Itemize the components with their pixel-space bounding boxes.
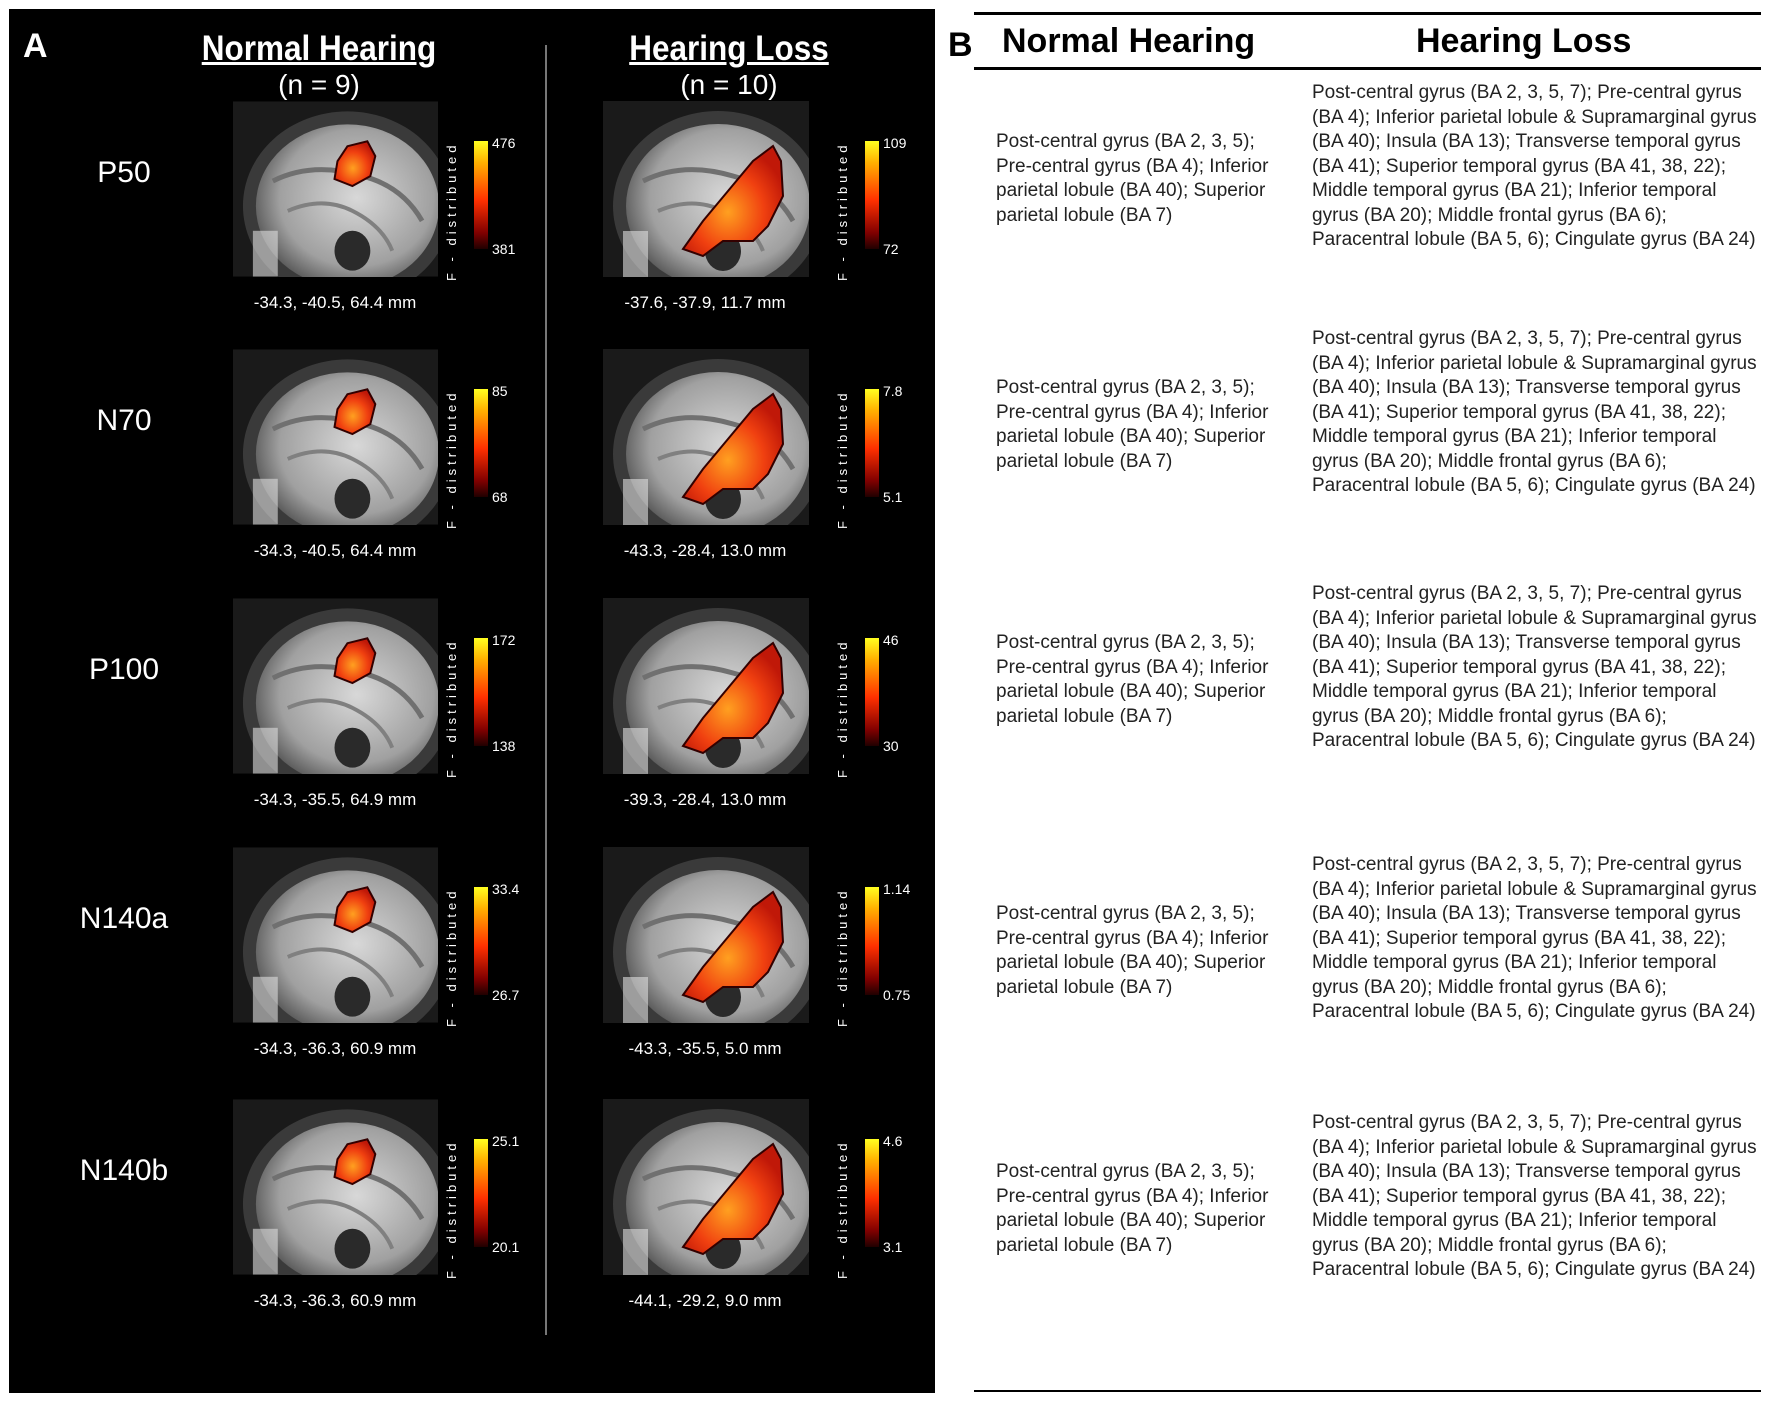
hl-brain-sagittal-image: [603, 847, 809, 1028]
nh-peak-coordinate: -34.3, -36.3, 60.9 mm: [253, 1291, 417, 1310]
colorbar-axis-label: F - distributed: [835, 887, 850, 1027]
panel-label-a: A: [23, 27, 48, 65]
table-top-rule: [974, 12, 1761, 15]
normal-hearing-title: Normal Hearing: [201, 29, 437, 68]
hl-colorbar: [865, 1139, 879, 1247]
table-cell-hearing-loss: Post-central gyrus (BA 2, 3, 5, 7); Pre-central gyrus (BA 4); Inferior parietal lobule & Supramarginal gyrus (BA 40); Insula (BA 13); Transverse temporal gyrus (BA 41); Superior temporal gyrus (BA 41, 38, 22); Middle temporal gyrus (BA 21); Inferior temporal gyrus (BA 20); Middle frontal gyrus (BA 6); Paracentral lobule (BA 5, 6); Cingulate gyrus (BA 24): [1312, 854, 1757, 1022]
hl-colorbar-min: 5.1: [883, 489, 903, 505]
brain-row-n140a: [9, 847, 935, 1095]
colorbar-axis-label: F - distributed: [444, 141, 459, 281]
nh-colorbar: [474, 141, 488, 249]
nh-colorbar: [474, 887, 488, 995]
hl-colorbar-max: 4.6: [883, 1133, 903, 1149]
table-cell-hearing-loss: Post-central gyrus (BA 2, 3, 5, 7); Pre-central gyrus (BA 4); Inferior parietal lobule & Supramarginal gyrus (BA 40); Insula (BA 13); Transverse temporal gyrus (BA 41); Superior temporal gyrus (BA 41, 38, 22); Middle temporal gyrus (BA 21); Inferior temporal gyrus (BA 20); Middle frontal gyrus (BA 6); Paracentral lobule (BA 5, 6); Cingulate gyrus (BA 24): [1312, 82, 1757, 250]
table-cell-normal-hearing: Post-central gyrus (BA 2, 3, 5); Pre-central gyrus (BA 4); Inferior parietal lobule (BA 40); Superior parietal lobule (BA 7): [996, 903, 1269, 998]
panel-a-brain-maps: [9, 9, 935, 1393]
component-label: N70: [96, 404, 152, 437]
colorbar-axis-label: F - distributed: [835, 638, 850, 778]
hl-colorbar-min: 3.1: [883, 1239, 903, 1255]
panel-label-b: B: [948, 26, 973, 64]
component-label: N140b: [79, 1154, 169, 1187]
colorbar-axis-label: F - distributed: [835, 141, 850, 281]
nh-colorbar-max: 172: [492, 632, 516, 648]
hl-colorbar: [865, 141, 879, 249]
brain-row-p50: [9, 101, 935, 349]
nh-brain-sagittal-image: [233, 1099, 438, 1280]
nh-colorbar-max: 33.4: [492, 881, 520, 897]
normal-hearing-count: (n = 9): [278, 69, 360, 100]
nh-colorbar-min: 20.1: [492, 1239, 520, 1255]
hl-brain-sagittal-image: [603, 1099, 809, 1280]
nh-peak-coordinate: -34.3, -36.3, 60.9 mm: [253, 1039, 417, 1058]
hl-colorbar: [865, 887, 879, 995]
hl-colorbar-min: 0.75: [883, 987, 911, 1003]
nh-colorbar: [474, 389, 488, 497]
hl-colorbar: [865, 389, 879, 497]
table-cell-normal-hearing: Post-central gyrus (BA 2, 3, 5); Pre-central gyrus (BA 4); Inferior parietal lobule (BA 40); Superior parietal lobule (BA 7): [996, 131, 1269, 226]
hl-colorbar-max: 109: [883, 135, 907, 151]
table-cell-hearing-loss: Post-central gyrus (BA 2, 3, 5, 7); Pre-central gyrus (BA 4); Inferior parietal lobule & Supramarginal gyrus (BA 40); Insula (BA 13); Transverse temporal gyrus (BA 41); Superior temporal gyrus (BA 41, 38, 22); Middle temporal gyrus (BA 21); Inferior temporal gyrus (BA 20); Middle frontal gyrus (BA 6); Paracentral lobule (BA 5, 6); Cingulate gyrus (BA 24): [1312, 1112, 1757, 1280]
hl-peak-coordinate: -39.3, -28.4, 13.0 mm: [623, 790, 787, 809]
panel-b-region-table: [974, 12, 1761, 1393]
hl-brain-sagittal-image: [603, 101, 809, 282]
table-header-normal-hearing: Normal Hearing: [1002, 22, 1256, 60]
colorbar-axis-label: F - distributed: [444, 389, 459, 529]
nh-colorbar-min: 138: [492, 738, 516, 754]
hl-peak-coordinate: -43.3, -35.5, 5.0 mm: [628, 1039, 782, 1058]
component-label: P100: [88, 653, 160, 686]
nh-colorbar-max: 85: [492, 383, 508, 399]
nh-colorbar-min: 26.7: [492, 987, 520, 1003]
table-cell-normal-hearing: Post-central gyrus (BA 2, 3, 5); Pre-central gyrus (BA 4); Inferior parietal lobule (BA 40); Superior parietal lobule (BA 7): [996, 632, 1269, 727]
table-bottom-rule: [974, 1390, 1761, 1392]
hl-peak-coordinate: -44.1, -29.2, 9.0 mm: [628, 1291, 782, 1310]
hl-brain-sagittal-image: [603, 349, 809, 530]
table-cell-hearing-loss: Post-central gyrus (BA 2, 3, 5, 7); Pre-central gyrus (BA 4); Inferior parietal lobule & Supramarginal gyrus (BA 40); Insula (BA 13); Transverse temporal gyrus (BA 41); Superior temporal gyrus (BA 41, 38, 22); Middle temporal gyrus (BA 21); Inferior temporal gyrus (BA 20); Middle frontal gyrus (BA 6); Paracentral lobule (BA 5, 6); Cingulate gyrus (BA 24): [1312, 583, 1757, 751]
nh-colorbar: [474, 638, 488, 746]
colorbar-axis-label: F - distributed: [444, 638, 459, 778]
brain-row-n70: [9, 349, 935, 597]
hearing-loss-count: (n = 10): [680, 69, 778, 100]
nh-colorbar-max: 476: [492, 135, 516, 151]
nh-colorbar-min: 381: [492, 241, 516, 257]
nh-peak-coordinate: -34.3, -35.5, 64.9 mm: [253, 790, 417, 809]
colorbar-axis-label: F - distributed: [444, 1139, 459, 1279]
nh-colorbar-min: 68: [492, 489, 508, 505]
table-cell-normal-hearing: Post-central gyrus (BA 2, 3, 5); Pre-central gyrus (BA 4); Inferior parietal lobule (BA 40); Superior parietal lobule (BA 7): [996, 377, 1269, 472]
nh-peak-coordinate: -34.3, -40.5, 64.4 mm: [253, 293, 417, 312]
hl-colorbar-min: 30: [883, 738, 899, 754]
hl-brain-sagittal-image: [603, 598, 809, 779]
nh-brain-sagittal-image: [233, 101, 438, 282]
hl-colorbar-max: 1.14: [883, 881, 911, 897]
table-header-rule: [974, 67, 1761, 70]
nh-colorbar-max: 25.1: [492, 1133, 520, 1149]
table-cell-hearing-loss: Post-central gyrus (BA 2, 3, 5, 7); Pre-central gyrus (BA 4); Inferior parietal lobule & Supramarginal gyrus (BA 40); Insula (BA 13); Transverse temporal gyrus (BA 41); Superior temporal gyrus (BA 41, 38, 22); Middle temporal gyrus (BA 21); Inferior temporal gyrus (BA 20); Middle frontal gyrus (BA 6); Paracentral lobule (BA 5, 6); Cingulate gyrus (BA 24): [1312, 328, 1757, 496]
hl-peak-coordinate: -37.6, -37.9, 11.7 mm: [624, 293, 786, 312]
hearing-loss-title: Hearing Loss: [629, 29, 829, 68]
nh-brain-sagittal-image: [233, 349, 438, 530]
table-header-hearing-loss: Hearing Loss: [1416, 22, 1632, 60]
hl-colorbar-max: 46: [883, 632, 899, 648]
brain-row-n140b: [9, 1099, 935, 1347]
nh-colorbar: [474, 1139, 488, 1247]
hl-colorbar: [865, 638, 879, 746]
colorbar-axis-label: F - distributed: [835, 389, 850, 529]
nh-peak-coordinate: -34.3, -40.5, 64.4 mm: [253, 541, 417, 560]
nh-brain-sagittal-image: [233, 598, 438, 779]
table-cell-normal-hearing: Post-central gyrus (BA 2, 3, 5); Pre-central gyrus (BA 4); Inferior parietal lobule (BA 40); Superior parietal lobule (BA 7): [996, 1161, 1269, 1256]
hl-peak-coordinate: -43.3, -28.4, 13.0 mm: [623, 541, 787, 560]
hl-colorbar-min: 72: [883, 241, 899, 257]
colorbar-axis-label: F - distributed: [444, 887, 459, 1027]
colorbar-axis-label: F - distributed: [835, 1139, 850, 1279]
nh-brain-sagittal-image: [233, 847, 438, 1028]
component-label: N140a: [79, 902, 169, 935]
hl-colorbar-max: 7.8: [883, 383, 903, 399]
brain-row-p100: [9, 598, 935, 846]
component-label: P50: [97, 156, 151, 189]
